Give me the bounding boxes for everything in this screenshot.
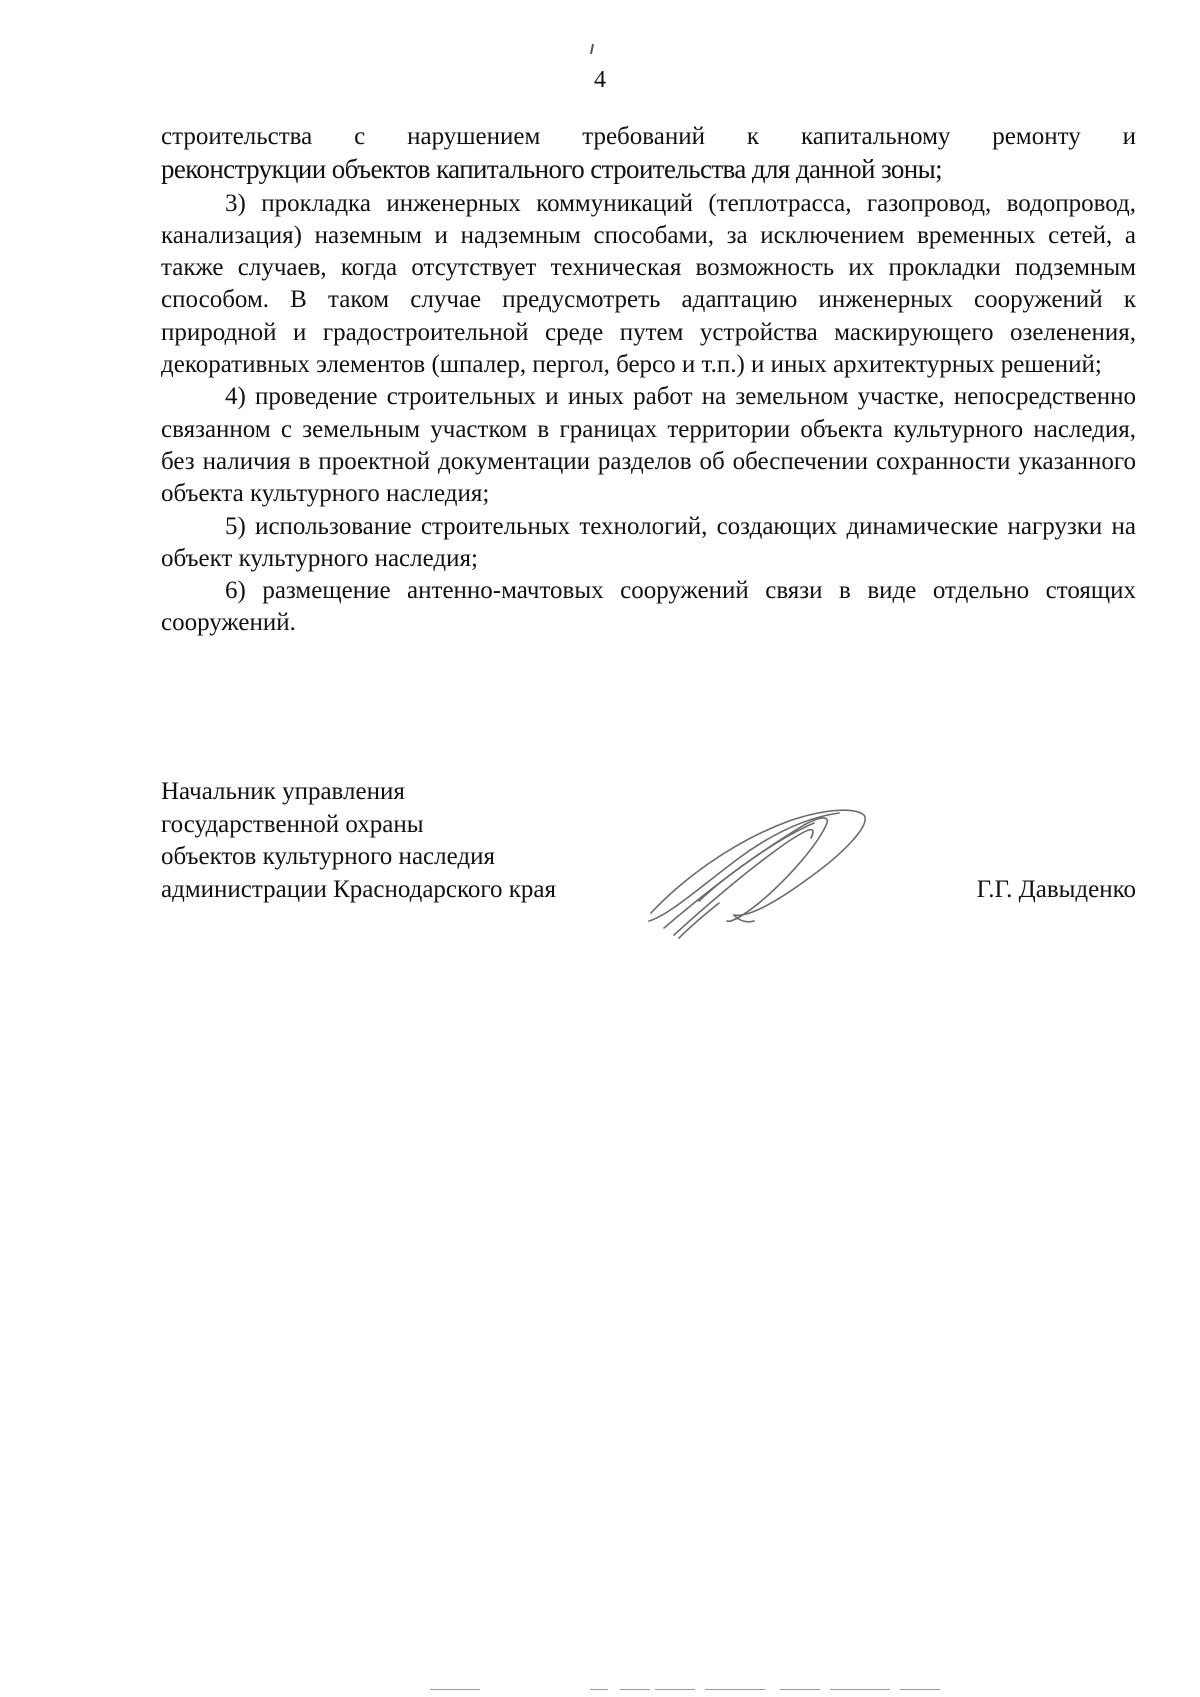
continuation-line-2: реконструкции объектов капитального строительства для данной зоны; bbox=[161, 154, 943, 185]
signer-position bbox=[161, 776, 556, 906]
signer-name: Г.Г. Давыденко bbox=[976, 876, 1136, 903]
document-body bbox=[161, 121, 1136, 640]
position-line: государственной охраны bbox=[161, 810, 424, 838]
position-line: администрации Краснодарского края bbox=[161, 875, 557, 903]
continuation-line-1: строительства с нарушением требований к капитальному ремонту и bbox=[161, 123, 1136, 150]
paragraph-continuation-line-2 bbox=[161, 153, 1136, 187]
paragraph-item-4: 4) проведение строительных и иных работ на земельном участке, непосредственно связанном с земельным участком в границах территории объекта культурного наследия, без наличия в проектной документации разделов об обеспечении сохранности указанного объекта культурного наследия; bbox=[161, 383, 1136, 508]
position-line: Начальник управления bbox=[161, 778, 405, 805]
paragraph-continuation bbox=[161, 121, 1136, 153]
handwritten-signature-icon bbox=[639, 803, 879, 943]
position-line: объектов культурного наследия bbox=[161, 843, 495, 870]
scan-mark bbox=[590, 44, 594, 54]
page-number: 4 bbox=[594, 67, 606, 93]
paragraph-item-3: 3) прокладка инженерных коммуникаций (теплотрасса, газопровод, водопровод, канализация) наземным и надземным способами, за исключением временных сетей, а также случаев, когда отсутствует техническая возможность их прокладки подземным способом. В таком случае предусмотреть адаптацию инженерных сооружений к природной и градостроительной среде путем устройства маскирующего озеленения, декоративных элементов (шпалер, пергол, берсо и т.п.) и иных архитектурных решений; bbox=[161, 189, 1136, 379]
paragraph-item-5: 5) использование строительных технологий, создающих динамические нагрузки на объект культурного наследия; bbox=[161, 512, 1136, 572]
paragraph-item-6: 6) размещение антенно-мачтовых сооружений связи в виде отдельно стоящих сооружений. bbox=[161, 577, 1136, 637]
signature-block bbox=[161, 776, 1136, 946]
scan-footer-marks bbox=[430, 1689, 950, 1692]
